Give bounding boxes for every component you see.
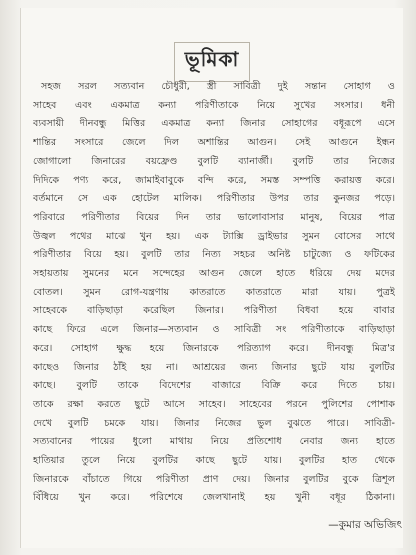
- text-line: সাহেবকে বাড়িছাড়া করেছিল জিনার। পরিণীতা বিধবা হয়ে বাবার: [33, 305, 395, 317]
- text-line: শান্তির সংসারে জেলে দিল অশান্তির আগুন। সেই আগুনে ইন্ধন: [33, 137, 395, 149]
- author-signature: —কুমার অভিজিৎ: [328, 519, 402, 531]
- text-line: ব্যবসায়ী দীনবন্ধু মিত্তির একমাত্র কন্যা জিনার সোহাগের বধূরূপে এসে: [33, 118, 395, 130]
- text-line: পরিবারে পরিণীতার বিয়ের দিন তার ভালোবাসার মানুষ, বিয়ের পাত্র: [33, 211, 395, 223]
- text-line: জোগালো জিনারের বয়ফ্রেণ্ড বুলটি ব্যানার্জী। বুলটি তার নিজের: [33, 155, 395, 167]
- text-line: কাছে। বুলটি তাকে বিদেশের বাজারে বিক্রি করে দিতে চায়।: [33, 380, 395, 392]
- preface-body: [33, 78, 395, 508]
- text-line: দেখে বুলটি চমকে যায়। জিনার নিজের ভুল বুঝতে পারে। সাবিত্রী-: [33, 417, 395, 429]
- text-line: বিঁধিয়ে খুন করে। পরিশেষে জেলখানাই হয় খুনী বধূর ঠিকানা।: [33, 492, 395, 504]
- text-line: পরিণীতার বিয়ে হয়। বুলটি তার নিত্য সহচর অনিষ্ট চাটুজ্যে ও ফটিকের: [33, 249, 395, 261]
- text-line: সহজ সরল সত্যবান চৌধুরী, স্ত্রী সাবিত্রী দুই সন্তান সোহাগ ও: [41, 81, 395, 92]
- text-line: বোতল। সুমন রোগ-যন্ত্রণায় কাতরাতে কাতরাতে মারা যায়। পুত্রই: [33, 286, 395, 298]
- text-line: সাহেব এবং একমাত্র কন্যা পরিণীতাকে নিয়ে সুখের সংসার। ধনী: [33, 99, 395, 111]
- text-line: বর্তমানে সে এক হোটেল মালিক। পরিণীতার উপর তার কুনজর পড়ে।: [33, 193, 395, 205]
- text-line: কাছেও জিনার ঠাঁই হয় না। আশ্রয়ের জন্য জিনার ছুটে যায় বুলটির: [33, 361, 395, 373]
- text-line: সহায়তায় সুমনের মনে সন্দেহের আগুন জেলে হাতে ধরিয়ে দেয় মদের: [33, 268, 395, 280]
- text-line: উজ্বল পথের মাঝে খুন হয়। এক ট্যাক্সি ড্রাইভার সুমন বোসের সাথে: [33, 230, 395, 242]
- title-container: [21, 42, 403, 82]
- text-line: সত্যবানের পায়ের ধুলো মাথায় নিয়ে প্রতিশোধ নেবার জন্য হাতে: [33, 436, 395, 448]
- text-line: কাছে ফিরে এলে জিনার—সত্যবান ও সাবিত্রী সং পরিণীতাকে বাড়িছাড়া: [33, 324, 395, 336]
- text-line: তাকে রক্ষা করতে ছুটে আসে সাহেব। সাহেবের পরনে পুলিশের পোশাক: [33, 398, 395, 410]
- text-line: হাতিয়ার তুলে নিয়ে বুলটির কাছে ছুটে যায়। বুলটির হাত থেকে: [33, 455, 395, 467]
- text-line: দিদিকে পণ্য করে, জামাইবাবুকে বন্দি করে, সমস্ত সম্পত্তি করায়ত্ত করে।: [33, 174, 395, 186]
- page-title: ভূমিকা: [174, 42, 251, 82]
- text-line: করে। সোহাগ ক্ষুদ্ধ হয়ে জিনারকে পরিত্যাগ করে। দীনবন্ধু মিত্র'র: [33, 342, 395, 354]
- text-line: জিনারকে বাঁচাতে গিয়ে পরিণীতা প্রাণ দেয়। জিনার বুলটির বুকে ত্রিশূল: [33, 473, 395, 485]
- book-page: [20, 8, 403, 548]
